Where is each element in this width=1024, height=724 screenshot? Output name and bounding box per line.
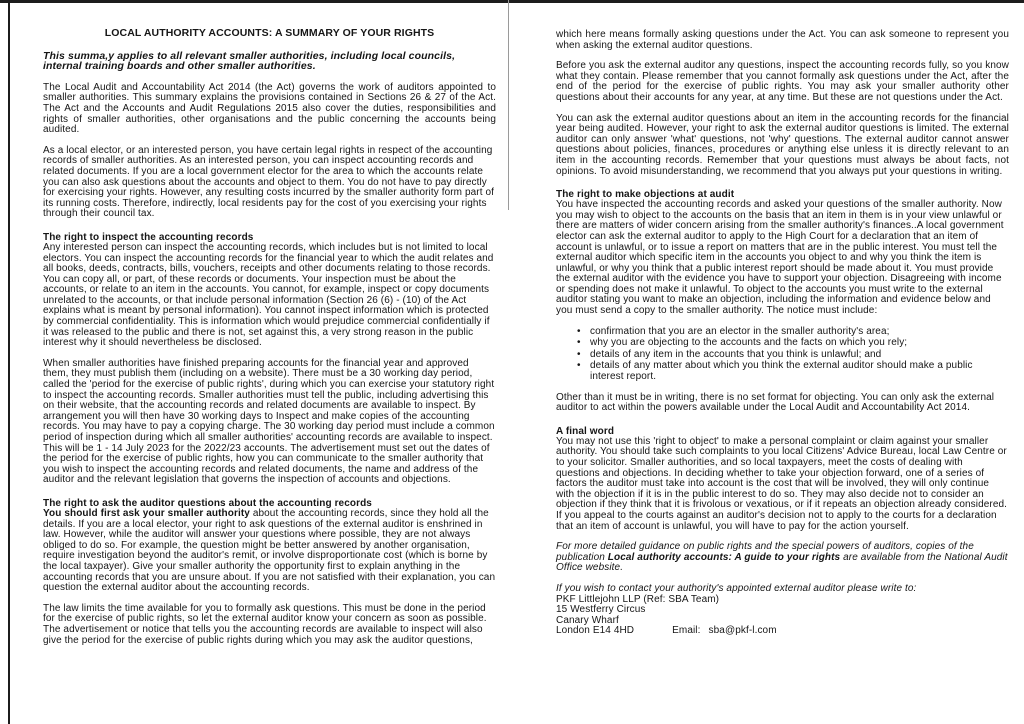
- contact-address-email-line: [556, 626, 1009, 637]
- paragraph-act-overview: The Local Audit and Accountability Act 2014 (the Act) governs the work of auditors appointed to smaller authorities. This summary explains the provisions contained in Sections 26 & 27 of the Act. The Act and the Accounts and Audit Regulations 2015 also cover the duties, responsibilities and rights of smaller authorities, other organisations and the public concerning the accounts being audited.: [43, 81, 496, 136]
- objection-notice-list: [556, 327, 1009, 383]
- scan-border-top: [0, 0, 1024, 3]
- section-heading-inspect-records: The right to inspect the accounting records: [43, 231, 254, 243]
- email-address: sba@pkf-l.com: [708, 625, 777, 637]
- paragraph-before-asking: Before you ask the external auditor any questions, inspect the accounting records fully, so you know what they contain. Please remember that you cannot formally ask questions under the Act, after the end of the period for the exercise of public rights. You may ask your smaller authority other questions about their accounts for any year, at any time. But these are not questions under the Act.: [556, 60, 1009, 103]
- section-heading-objections: The right to make objections at audit: [556, 189, 735, 201]
- paragraph-final-word: You may not use this 'right to object' to make a personal complaint or claim against your smaller authority. You should take such complaints to you local Citizens' Advice Bureau, local Law Centre or to your solicitor. Smaller authorities, and so local taxpayers, meet the costs of dealing with questions and objections. In deciding whether to take your objection forward, one of a series of factors the auditor must take into account is the cost that will be involved, they will only continue with the objection if it is in the public interest to do so. They may also decide not to consider an objection if they think that it is frivolous or vexatious, or if it repeats an objection already considered. If you appeal to the courts against an auditor's decision not to apply to the courts for a declaration that an item of account is unlawful, you will have to pay for the action yourself.: [556, 435, 1008, 532]
- paragraph-further-guidance: [556, 542, 1009, 574]
- contact-address-line: Canary Wharf: [556, 614, 619, 626]
- paragraph-no-set-format: Other than it must be in writing, there is no set format for objecting. You can only ask the external auditor to act within the powers available under the Local Audit and Accountability Act 2014.: [556, 391, 995, 414]
- page-title: LOCAL AUTHORITY ACCOUNTS: A SUMMARY OF YOUR RIGHTS: [104, 27, 435, 39]
- guidance-text-post: are available from the National Audit Office website.: [556, 551, 1008, 574]
- paragraph-inspect-records: Any interested person can inspect the accounting records, which includes but is not limited to local electors. You can inspect the accounting records for the financial year to which the audit relates and all books, deeds, contracts, bills, vouchers, receipts and other documents relating to those records. You can copy all, or part, of these records or documents. Your inspection must be about the accounts, or relate to an item in the accounts. You cannot, for example, inspect or copy documents unrelated to the accounts, or that include personal information (Section 26 (6) - (10) of the Act explains what is meant by personal information). You cannot inspect information which is protected by commercial confidentiality. This is information which would prejudice commercial confidentially if it was released to the public and there is not, set against this, a very strong reason in the public interest why it should nevertheless be disclosed.: [43, 241, 494, 349]
- paragraph-publication-period: When smaller authorities have finished preparing accounts for the financial year and approved them, they must publish them (including on a website). There must be a 30 working day period, called the 'period for the exercise of public rights', during which you can exercise your statutory right to inspect the accounting records. Smaller authorities must tell the public, including advertising this on their website, that the accounting records and related documents are available to inspect. By arrangement you will then have 30 working days to Inspect and make copies of the accounting records. You may have to pay a copying charge. The 30 working day period must include a common period of inspection during which all smaller authorities' accounting records are available to inspect. This will be 1 - 14 July 2023 for the 2022/23 accounts. The advertisement must set out the dates of the period for the exercise of public rights, how you can communicate to the smaller authority that you wish to inspect the accounting records and related documents, the name and address of the auditor and the relevant legislation that governs the inspection of accounts and objections.: [43, 357, 495, 486]
- contact-intro: If you wish to contact your authority's appointed external auditor please write to:: [556, 582, 917, 594]
- paragraph-ask-authority-first: [43, 509, 496, 594]
- page-fold-divider: [508, 0, 509, 210]
- paragraph-objections: You have inspected the accounting records and asked your questions of the smaller authority. Now you may wish to object to the accounts on the basis that an item in them is in your view unlawful or there are matters of wider concern arising from the smaller authority's finances..A local government elector can ask the external auditor to apply to the High Court for a declaration that an item of account is unlawful, or to issue a report on matters that are in the public interest. You must tell the external auditor which specific item in the accounts you object to and why you think the item is unlawful, or why you think that a public interest report should be made about it. You must provide the external auditor with the evidence you have to support your objection. Disagreeing with income or spending does not make it unlawful. To object to the accounts you must write to the external auditor stating you want to make an objection, including the information and evidence below and you must send a copy to the smaller authority. The notice must include:: [556, 199, 1004, 317]
- paragraph-legal-rights: As a local elector, or an interested person, you have certain legal rights in respect of the accounting records of smaller authorities. As an interested person, you can inspect accounting records and related documents. If you are a local government elector for the area to which the accounts relate you can also ask questions about the accounts and object to them. You do not have to pay directly for exercising your rights. However, any resulting costs incurred by the smaller authority form part of its running costs. Therefore, indirectly, local residents pay for the cost of you exercising your rights through their council tax.: [43, 144, 495, 220]
- intro-note: This summa,y applies to all relevant smaller authorities, including local councils, internal training boards and other smaller authorities.: [43, 49, 456, 73]
- section-heading-ask-auditor: The right to ask the auditor questions about the accounting records: [43, 497, 372, 509]
- guidance-text-pre: For more detailed guidance on public rights and the special powers of auditors, copies of the publication: [556, 541, 974, 563]
- contact-firm-name: PKF Littlejohn LLP (Ref: SBA Team): [556, 593, 720, 605]
- bold-lead-in: You should first ask your smaller authority: [43, 507, 250, 519]
- paragraph-what-not-why: You can ask the external auditor questions about an item in the accounting records for the financial year being audited. However, your right to ask the external auditor questions is limited. The external auditor can only answer 'what' questions, not 'why' questions. The external auditor cannot answer questions about policies, finances, procedures or anything else unless it is directly relevant to an item in the accounting records. Remember that your questions must always be about facts, not opinions. To avoid misunderstanding, we recommend that you always put your questions in writing.: [556, 112, 1009, 177]
- list-item: • details of any item in the accounts that you think is unlawful; and: [590, 350, 1009, 361]
- right-column: [556, 30, 1009, 637]
- scan-border-left: [8, 0, 10, 724]
- list-item: • confirmation that you are an elector in the smaller authority's area;: [590, 327, 1009, 338]
- email-label: Email:: [672, 625, 701, 637]
- contact-block: [556, 584, 1009, 637]
- paragraph-continuation: about the accounting records, since they hold all the details. If you are a local elector, your right to ask questions of the external auditor is enshrined in law. However, while the auditor will answer your questions where possible, they are not always obliged to do so. For example, the question might be better answered by another organisation, require investigation beyond the auditor's remit, or involve disproportionate cost (which is borne by the local taxpayer). Give your smaller authority the opportunity first to explain anything in the accounting records that you are unsure about. If you are not satisfied with their explanation, you can question the external auditor about the accounting records.: [43, 507, 496, 594]
- paragraph-continued-questions: which here means formally asking questions under the Act. You can ask someone to represent you when asking the external auditor questions.: [556, 29, 1009, 51]
- list-item: • details of any matter about which you think the external auditor should make a public interest report.: [590, 361, 1009, 382]
- contact-address-line: 15 Westferry Circus: [556, 604, 646, 616]
- publication-title: Local authority accounts: A guide to your rights: [607, 551, 841, 563]
- list-item: • why you are objecting to the accounts and the facts on which you rely;: [590, 338, 1009, 349]
- contact-city-postcode: London E14 4HD: [556, 625, 635, 637]
- left-column: [43, 28, 496, 656]
- paragraph-time-limits: The law limits the time available for you to formally ask questions. This must be done in the period for the exercise of public rights, so let the external auditor know your concern as soon as possible. The advertisement or notice that tells you the accounting records are available to inspect will also give the period for the exercise of public rights during which you may ask the auditor questions,: [43, 602, 487, 646]
- section-heading-final-word: A final word: [556, 425, 615, 437]
